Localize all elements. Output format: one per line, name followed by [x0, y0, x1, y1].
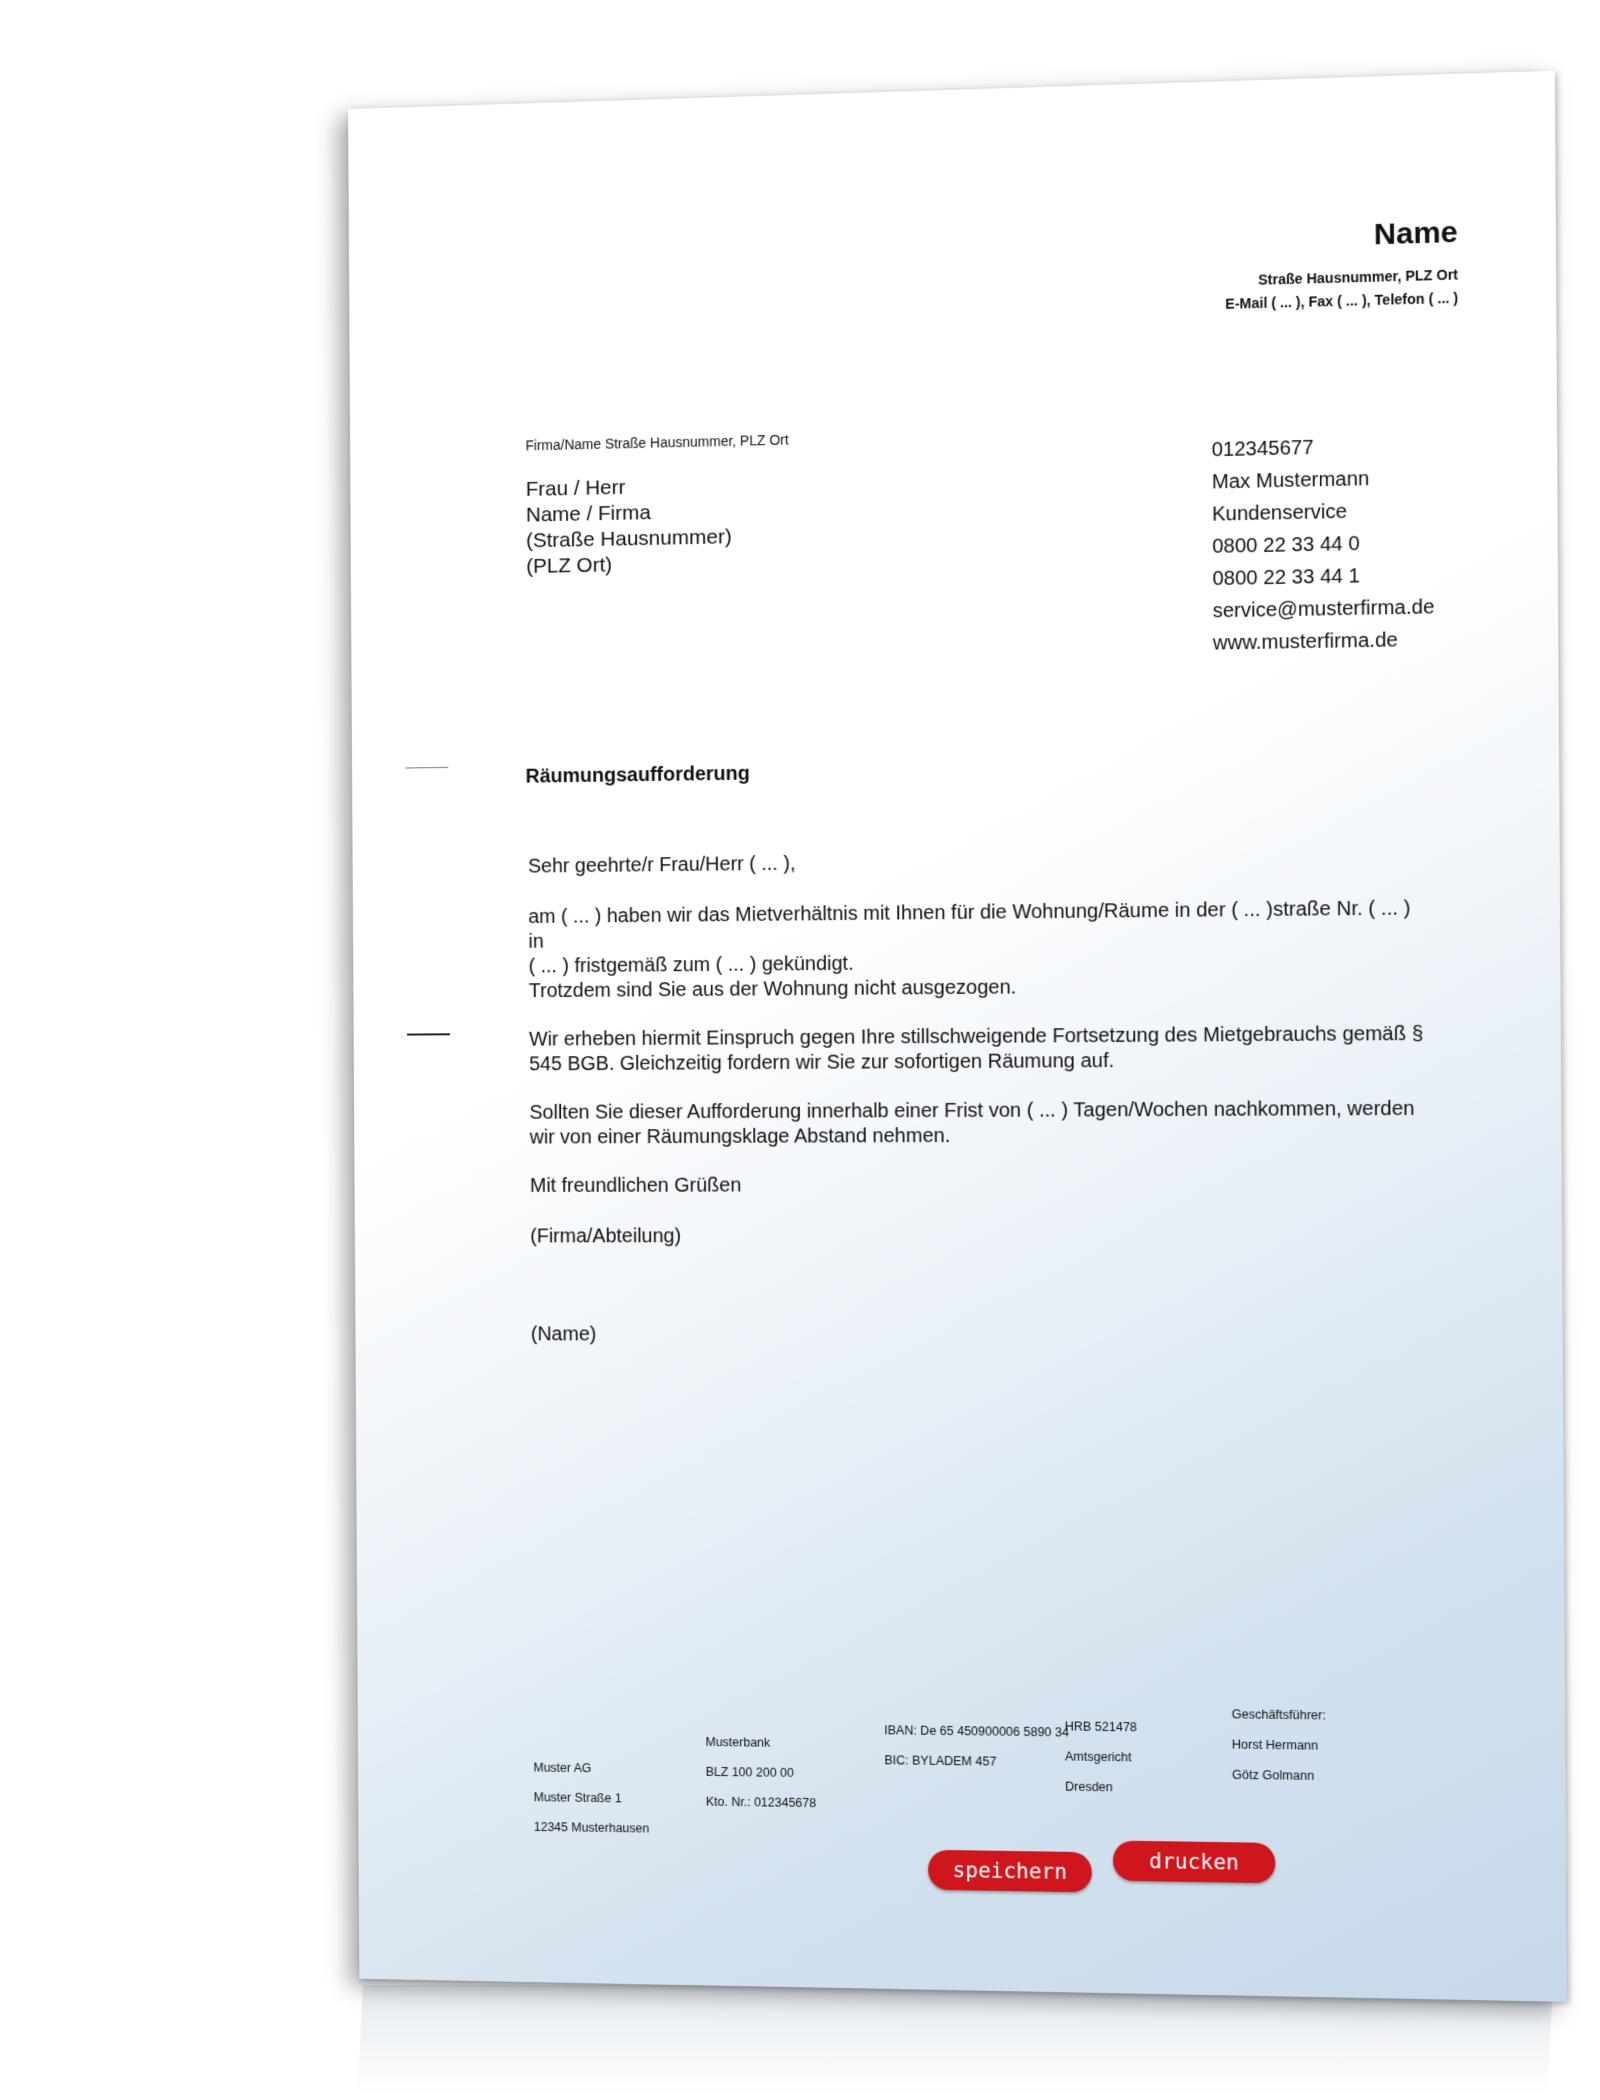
footer-line: Kto. Nr.: 012345678: [705, 1794, 817, 1811]
footer-line: Götz Golmann: [1231, 1767, 1315, 1783]
info-block: [1212, 429, 1435, 660]
footer-line: Horst Hermann: [1231, 1737, 1319, 1753]
footer-line: HRB 521478: [1064, 1719, 1138, 1735]
paragraph-line: wir von einer Räumungsklage Abstand nehmen.: [529, 1124, 951, 1149]
paragraph-line: Sollten Sie dieser Aufforderung innerhalb einer Frist von ( ... ) Tagen/Wochen nachkommen, werden: [529, 1097, 1415, 1124]
footer-line: Musterbank: [705, 1735, 771, 1750]
recipient-line: (PLZ Ort): [526, 553, 613, 578]
footer-line: BLZ 100 200 00: [705, 1764, 794, 1780]
letter-page: [348, 71, 1567, 2002]
paragraph-line: ( ... ) fristgemäß zum ( ... ) gekündigt.: [528, 952, 854, 978]
footer-line: Muster AG: [533, 1760, 592, 1776]
footer-bank: [705, 1727, 816, 1818]
footer-line: IBAN: De 65 450900006 5890 34: [884, 1723, 1070, 1740]
info-line: 0800 22 33 44 1: [1212, 565, 1360, 591]
paragraph-1: [528, 896, 1431, 1004]
recipient-line: Frau / Herr: [525, 475, 626, 501]
recipient-line: (Straße Hausnummer): [526, 525, 732, 553]
letter-body: [528, 844, 1434, 1373]
footer-line: BIC: BYLADEM 457: [884, 1753, 997, 1769]
paragraph-2: [529, 1022, 1432, 1078]
fold-mark: [405, 767, 448, 769]
print-button[interactable]: drucken: [1113, 1840, 1276, 1883]
save-button[interactable]: speichern: [928, 1850, 1092, 1893]
closing: Mit freundlichen Grüßen: [529, 1174, 742, 1197]
recipient-line: Name / Firma: [525, 501, 651, 527]
footer-line: Dresden: [1065, 1779, 1113, 1795]
footer-register: [1065, 1711, 1138, 1802]
signature-name: (Name): [530, 1323, 597, 1346]
recipient-address: [526, 473, 732, 580]
paragraph-line: Wir erheben hiermit Einspruch gegen Ihre stillschweigende Fortsetzung des Mietgebrauchs gemäß §: [529, 1022, 1424, 1051]
footer-line: 12345 Musterhausen: [533, 1819, 650, 1836]
info-line: 012345677: [1211, 436, 1314, 462]
sender-address: Straße Hausnummer, PLZ Ort: [1258, 266, 1459, 288]
footer-line: Muster Straße 1: [533, 1790, 622, 1806]
paragraph-line: 545 BGB. Gleichzeitig fordern wir Sie zur sofortigen Räumung auf.: [529, 1049, 1115, 1076]
fold-mark: [407, 1033, 450, 1035]
info-line: 0800 22 33 44 0: [1212, 532, 1360, 558]
subject-line: Räumungsaufforderung: [525, 762, 750, 788]
footer-line: Geschäftsführer:: [1231, 1707, 1326, 1723]
info-line: Max Mustermann: [1211, 467, 1370, 494]
sender-name: Name: [1373, 215, 1458, 252]
signature-company: (Firma/Abteilung): [530, 1225, 682, 1248]
footer-iban: [884, 1715, 1069, 1777]
paragraph-3: [529, 1097, 1432, 1151]
return-address-line: Firma/Name Straße Hausnummer, PLZ Ort: [525, 431, 789, 454]
sender-contact: E-Mail ( ... ), Fax ( ... ), Telefon ( ... ): [1225, 289, 1459, 312]
info-line: service@musterfirma.de: [1212, 596, 1435, 623]
footer-management: [1232, 1699, 1327, 1791]
paragraph-line: Trotzdem sind Sie aus der Wohnung nicht ausgezogen.: [528, 976, 1017, 1003]
page-reflection: [357, 1985, 1553, 2095]
footer-company: [533, 1753, 649, 1844]
info-line: www.musterfirma.de: [1212, 629, 1398, 655]
footer-line: Amtsgericht: [1064, 1749, 1132, 1765]
paragraph-line: am ( ... ) haben wir das Mietverhältnis mit Ihnen für die Wohnung/Räume in der ( ... )straße Nr. ( ... ) in: [528, 897, 1411, 953]
salutation: Sehr geehrte/r Frau/Herr ( ... ),: [527, 852, 796, 878]
info-line: Kundenservice: [1212, 500, 1348, 526]
